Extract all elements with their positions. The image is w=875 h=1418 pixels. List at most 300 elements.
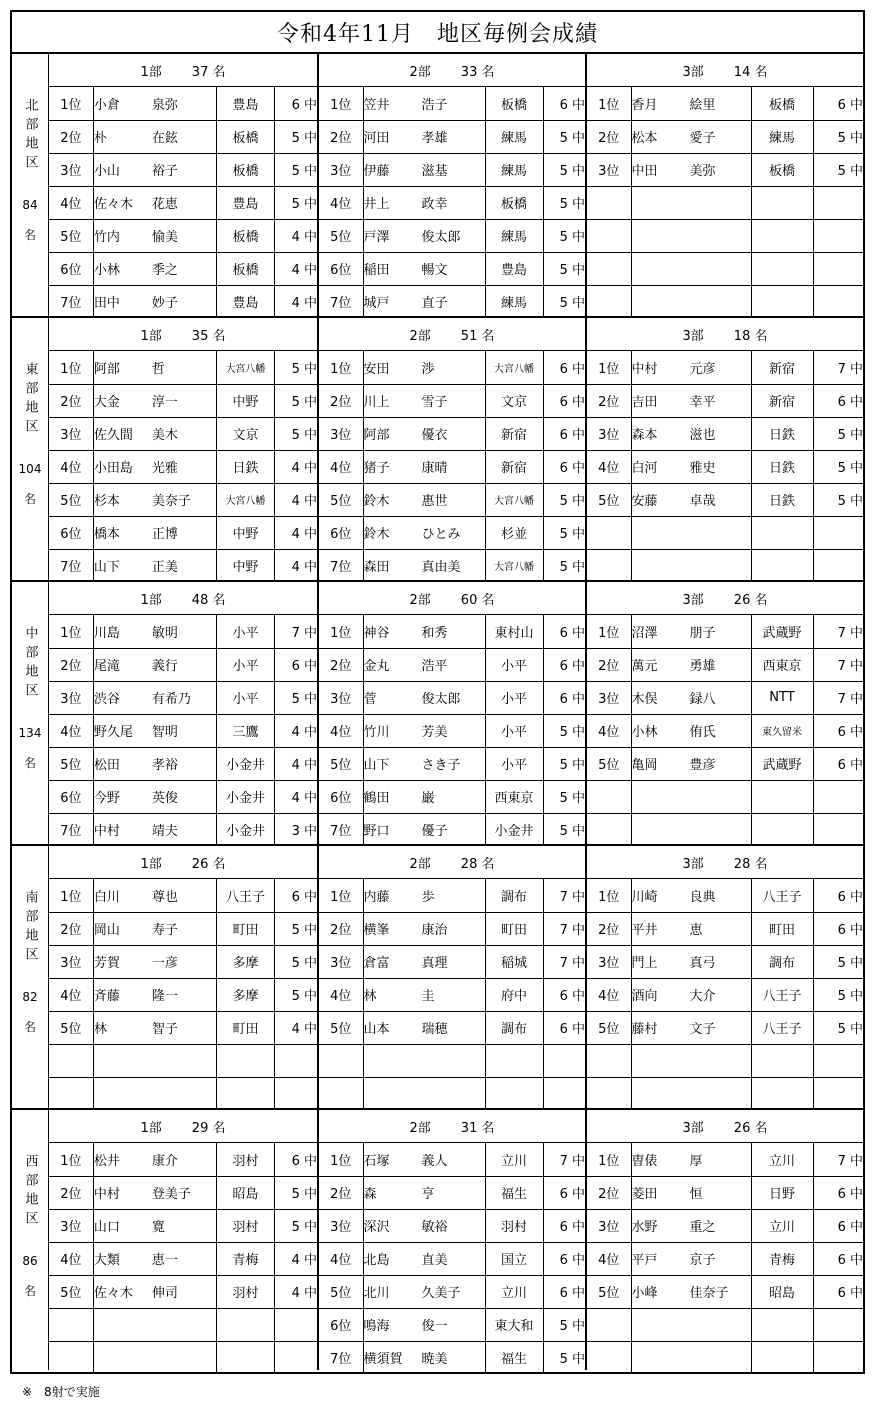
first-name: 暢文 bbox=[421, 263, 448, 278]
club-cell: 多摩 bbox=[216, 945, 274, 978]
score-cell bbox=[813, 813, 863, 846]
region-unit: 名 bbox=[23, 492, 36, 506]
name-cell bbox=[93, 1308, 216, 1341]
name-cell bbox=[631, 285, 751, 318]
score-cell bbox=[813, 1308, 863, 1341]
club-cell: 東久留米 bbox=[751, 714, 813, 747]
name-cell bbox=[363, 351, 485, 384]
club-cell: 練馬 bbox=[751, 120, 813, 153]
table-row bbox=[49, 648, 317, 681]
last-name: 稲田 bbox=[363, 263, 390, 278]
score-cell: 6 中 bbox=[813, 1209, 863, 1242]
last-name: 松本 bbox=[631, 131, 658, 146]
rank-cell: 1位 bbox=[49, 351, 93, 384]
club-cell bbox=[751, 219, 813, 252]
rank-cell: 4位 bbox=[49, 714, 93, 747]
rank-cell: 1位 bbox=[319, 87, 363, 120]
table-row bbox=[49, 1341, 317, 1374]
rank-cell: 2位 bbox=[319, 912, 363, 945]
division-block bbox=[585, 582, 863, 844]
last-name: 安田 bbox=[363, 361, 390, 377]
name-cell bbox=[631, 252, 751, 285]
first-name: 英俊 bbox=[151, 791, 178, 806]
region-name: 中部地区 bbox=[22, 626, 38, 702]
club-cell bbox=[216, 1044, 274, 1077]
region-count: 104 bbox=[18, 462, 42, 476]
club-cell: 羽村 bbox=[216, 1275, 274, 1308]
last-name: 大類 bbox=[93, 1253, 120, 1268]
division-header bbox=[587, 846, 863, 879]
name-cell bbox=[93, 879, 216, 912]
table-row bbox=[319, 153, 585, 186]
name-cell bbox=[363, 813, 485, 846]
club-cell: 新宿 bbox=[751, 351, 813, 384]
score-cell: 5 中 bbox=[275, 186, 317, 219]
club-cell: 小平 bbox=[485, 714, 543, 747]
region-label bbox=[12, 1110, 49, 1370]
score-cell: 6 中 bbox=[543, 87, 585, 120]
last-name: 沼澤 bbox=[631, 625, 658, 641]
table-row bbox=[49, 1209, 317, 1242]
rank-cell: 1位 bbox=[587, 1143, 631, 1176]
last-name: 菅 bbox=[363, 692, 377, 707]
score-cell: 4 中 bbox=[275, 516, 317, 549]
last-name: 中村 bbox=[631, 361, 658, 377]
club-cell: 大宮八幡 bbox=[216, 351, 274, 384]
last-name: 曺俵 bbox=[631, 1153, 658, 1169]
first-name: 政幸 bbox=[421, 197, 448, 212]
name-cell bbox=[363, 1044, 485, 1077]
rank-cell: 5位 bbox=[587, 1011, 631, 1044]
table-row bbox=[49, 615, 317, 648]
club-cell: 多摩 bbox=[216, 978, 274, 1011]
first-name: 亨 bbox=[421, 1187, 435, 1202]
last-name: 小林 bbox=[93, 263, 120, 278]
name-cell bbox=[631, 351, 751, 384]
rank-cell: 2位 bbox=[49, 648, 93, 681]
table-row bbox=[319, 252, 585, 285]
first-name: 淳一 bbox=[151, 395, 178, 410]
table-row bbox=[49, 1176, 317, 1209]
division-block bbox=[49, 318, 317, 580]
club-cell: 武蔵野 bbox=[751, 747, 813, 780]
first-name: 真理 bbox=[421, 956, 448, 971]
score-cell: 7 中 bbox=[543, 879, 585, 912]
last-name: 田中 bbox=[93, 296, 120, 312]
score-cell bbox=[275, 1044, 317, 1077]
table-row bbox=[587, 285, 863, 318]
table-row bbox=[49, 747, 317, 780]
rank-cell: 4位 bbox=[49, 450, 93, 483]
table-row bbox=[49, 780, 317, 813]
division-label: 1部 bbox=[140, 1120, 162, 1136]
rank-cell: 1位 bbox=[49, 87, 93, 120]
club-cell: 豊島 bbox=[216, 186, 274, 219]
rank-cell: 3位 bbox=[587, 417, 631, 450]
club-cell: 中野 bbox=[216, 549, 274, 582]
club-cell: 中野 bbox=[216, 516, 274, 549]
region-name: 南部地区 bbox=[22, 890, 38, 966]
last-name: 川島 bbox=[93, 625, 120, 641]
score-cell: 6 中 bbox=[543, 615, 585, 648]
first-name: 義人 bbox=[421, 1153, 448, 1169]
first-name: 寛 bbox=[151, 1220, 165, 1235]
first-name: 恒 bbox=[689, 1187, 703, 1202]
division-header bbox=[319, 1110, 585, 1143]
score-cell: 6 中 bbox=[275, 87, 317, 120]
region-name: 東部地区 bbox=[22, 362, 38, 438]
division-count: 35 名 bbox=[191, 328, 226, 344]
score-cell: 5 中 bbox=[275, 1176, 317, 1209]
first-name: 康晴 bbox=[421, 461, 448, 476]
rank-cell: 7位 bbox=[49, 549, 93, 582]
last-name: 金丸 bbox=[363, 659, 390, 674]
table-row bbox=[319, 285, 585, 318]
rank-cell: 5位 bbox=[587, 1275, 631, 1308]
club-cell: 立川 bbox=[485, 1143, 543, 1176]
score-cell bbox=[543, 1077, 585, 1110]
division-block bbox=[49, 54, 317, 316]
division-header bbox=[587, 318, 863, 351]
last-name: 橋本 bbox=[93, 527, 120, 542]
name-cell bbox=[631, 417, 751, 450]
table-row bbox=[49, 1308, 317, 1341]
club-cell bbox=[751, 516, 813, 549]
rank-cell: 1位 bbox=[319, 615, 363, 648]
name-cell bbox=[363, 747, 485, 780]
first-name: 俊太郎 bbox=[421, 692, 461, 707]
ranking-table bbox=[587, 87, 863, 318]
table-row bbox=[587, 747, 863, 780]
score-cell: 4 中 bbox=[275, 714, 317, 747]
first-name: 敏明 bbox=[151, 625, 178, 641]
division-header bbox=[49, 1110, 317, 1143]
first-name: 正美 bbox=[151, 560, 178, 576]
last-name: 伊藤 bbox=[363, 164, 390, 179]
last-name: 杉本 bbox=[93, 494, 120, 509]
division-label: 2部 bbox=[409, 592, 431, 608]
last-name: 中田 bbox=[631, 164, 658, 179]
last-name: 中村 bbox=[93, 824, 120, 840]
table-row bbox=[319, 450, 585, 483]
rank-cell: 6位 bbox=[49, 516, 93, 549]
table-row bbox=[587, 1044, 863, 1077]
division-header bbox=[49, 582, 317, 615]
last-name: 竹川 bbox=[363, 725, 390, 740]
rank-cell: 5位 bbox=[49, 219, 93, 252]
last-name: 朴 bbox=[93, 131, 107, 146]
table-row bbox=[49, 417, 317, 450]
club-cell: 板橋 bbox=[216, 153, 274, 186]
last-name: 小林 bbox=[631, 725, 658, 740]
name-cell bbox=[631, 516, 751, 549]
club-cell: 八王子 bbox=[751, 879, 813, 912]
first-name: 俊太郎 bbox=[421, 230, 461, 245]
first-name: 登美子 bbox=[151, 1187, 191, 1202]
division-block bbox=[585, 54, 863, 316]
division-count: 60 名 bbox=[460, 592, 495, 608]
last-name: 深沢 bbox=[363, 1220, 390, 1235]
score-cell: 5 中 bbox=[813, 483, 863, 516]
division-label: 2部 bbox=[409, 64, 431, 80]
rank-cell: 4位 bbox=[319, 186, 363, 219]
table-row bbox=[49, 714, 317, 747]
club-cell: 羽村 bbox=[485, 1209, 543, 1242]
first-name: 季之 bbox=[151, 263, 178, 278]
score-cell bbox=[813, 1077, 863, 1110]
table-row bbox=[319, 1308, 585, 1341]
first-name: 隆一 bbox=[151, 989, 178, 1004]
last-name: 中村 bbox=[93, 1187, 120, 1202]
name-cell bbox=[363, 252, 485, 285]
table-row bbox=[319, 87, 585, 120]
name-cell bbox=[631, 549, 751, 582]
rank-cell: 6位 bbox=[319, 780, 363, 813]
score-cell: 6 中 bbox=[813, 912, 863, 945]
name-cell bbox=[93, 912, 216, 945]
name-cell bbox=[93, 648, 216, 681]
division-count: 28 名 bbox=[460, 856, 495, 872]
first-name: 伸司 bbox=[151, 1286, 178, 1301]
score-cell bbox=[813, 252, 863, 285]
club-cell: 東大和 bbox=[485, 1308, 543, 1341]
club-cell: 板橋 bbox=[216, 219, 274, 252]
table-row bbox=[49, 1011, 317, 1044]
first-name: 京子 bbox=[689, 1253, 716, 1268]
first-name: 康治 bbox=[421, 923, 448, 938]
first-name: 浩子 bbox=[421, 97, 448, 113]
first-name: 寿子 bbox=[151, 923, 178, 938]
rank-cell: 2位 bbox=[587, 912, 631, 945]
rank-cell: 2位 bbox=[587, 648, 631, 681]
name-cell bbox=[363, 978, 485, 1011]
rank-cell: 2位 bbox=[49, 120, 93, 153]
score-cell: 5 中 bbox=[543, 252, 585, 285]
name-cell bbox=[631, 813, 751, 846]
rank-cell: 7位 bbox=[49, 285, 93, 318]
first-name: 優子 bbox=[421, 824, 448, 840]
results-sheet bbox=[10, 10, 865, 1374]
ranking-table bbox=[319, 87, 585, 318]
table-row bbox=[319, 120, 585, 153]
first-name: 歩 bbox=[421, 889, 435, 905]
club-cell bbox=[751, 1308, 813, 1341]
club-cell: 豊島 bbox=[485, 252, 543, 285]
rank-cell: 3位 bbox=[587, 153, 631, 186]
score-cell: 3 中 bbox=[291, 824, 317, 840]
last-name: 香月 bbox=[631, 97, 658, 113]
rank-cell bbox=[587, 1341, 631, 1374]
last-name: 笠井 bbox=[363, 97, 390, 113]
name-cell bbox=[93, 780, 216, 813]
region-unit: 名 bbox=[23, 1020, 36, 1034]
first-name: 真由美 bbox=[421, 560, 461, 576]
table-row bbox=[587, 1143, 863, 1176]
division-count: 26 名 bbox=[733, 1120, 768, 1136]
score-cell: 5 中 bbox=[543, 714, 585, 747]
table-row bbox=[587, 780, 863, 813]
club-cell: 大宮八幡 bbox=[485, 549, 543, 582]
last-name: 横峯 bbox=[363, 923, 390, 938]
first-name: 一彦 bbox=[151, 956, 178, 971]
rank-cell: 6位 bbox=[319, 516, 363, 549]
division-block bbox=[585, 1110, 863, 1370]
club-cell: 練馬 bbox=[485, 219, 543, 252]
name-cell bbox=[363, 384, 485, 417]
rank-cell: 4位 bbox=[319, 978, 363, 1011]
last-name: 横須賀 bbox=[363, 1352, 403, 1368]
club-cell: 小金井 bbox=[216, 813, 274, 846]
club-cell: 新宿 bbox=[751, 384, 813, 417]
name-cell bbox=[363, 285, 485, 318]
division-label: 3部 bbox=[682, 328, 704, 344]
ranking-table bbox=[319, 1143, 585, 1374]
name-cell bbox=[93, 153, 216, 186]
rank-cell: 3位 bbox=[587, 681, 631, 714]
name-cell bbox=[93, 285, 216, 318]
club-cell: 中野 bbox=[216, 384, 274, 417]
division-block bbox=[317, 1110, 585, 1370]
rank-cell: 1位 bbox=[587, 879, 631, 912]
last-name: 小倉 bbox=[93, 97, 120, 113]
club-cell: 文京 bbox=[485, 384, 543, 417]
name-cell bbox=[93, 483, 216, 516]
score-cell: 5 中 bbox=[543, 483, 585, 516]
last-name: 倉富 bbox=[363, 956, 390, 971]
name-cell bbox=[631, 87, 751, 120]
last-name: 林 bbox=[93, 1022, 107, 1037]
rank-cell bbox=[587, 516, 631, 549]
table-row bbox=[49, 252, 317, 285]
division-count: 18 名 bbox=[733, 328, 768, 344]
division-label: 1部 bbox=[140, 328, 162, 344]
first-name: 有希乃 bbox=[151, 692, 191, 707]
region-label bbox=[12, 846, 49, 1108]
score-cell: 4 中 bbox=[275, 252, 317, 285]
club-cell: 調布 bbox=[751, 945, 813, 978]
region-label bbox=[12, 582, 49, 844]
name-cell bbox=[631, 747, 751, 780]
club-cell: 調布 bbox=[485, 1011, 543, 1044]
club-cell bbox=[751, 780, 813, 813]
rank-cell bbox=[587, 285, 631, 318]
club-cell: 練馬 bbox=[485, 153, 543, 186]
region-unit: 名 bbox=[23, 1284, 36, 1298]
score-cell: 5 中 bbox=[813, 1011, 863, 1044]
club-cell: 板橋 bbox=[485, 87, 543, 120]
club-cell: 国立 bbox=[485, 1242, 543, 1275]
last-name: 藤村 bbox=[631, 1022, 658, 1037]
club-cell: 羽村 bbox=[216, 1143, 274, 1176]
division-block bbox=[49, 1110, 317, 1370]
last-name: 今野 bbox=[93, 791, 120, 806]
name-cell bbox=[631, 1308, 751, 1341]
name-cell bbox=[93, 978, 216, 1011]
score-cell: 4 中 bbox=[291, 560, 317, 576]
score-cell: 5 中 bbox=[275, 153, 317, 186]
table-row bbox=[49, 384, 317, 417]
first-name: 重之 bbox=[689, 1220, 716, 1235]
name-cell bbox=[631, 912, 751, 945]
name-cell bbox=[93, 1209, 216, 1242]
ranking-table bbox=[319, 879, 585, 1110]
division-label: 2部 bbox=[409, 1120, 431, 1136]
score-cell: 5 中 bbox=[543, 120, 585, 153]
first-name: 元彦 bbox=[689, 361, 716, 377]
region-block bbox=[12, 54, 863, 318]
ranking-table bbox=[49, 351, 317, 582]
division-header bbox=[49, 318, 317, 351]
table-row bbox=[319, 549, 585, 582]
name-cell bbox=[363, 945, 485, 978]
first-name: 義行 bbox=[151, 659, 178, 674]
name-cell bbox=[363, 1176, 485, 1209]
rank-cell bbox=[319, 1077, 363, 1110]
rank-cell: 5位 bbox=[319, 219, 363, 252]
last-name: 水野 bbox=[631, 1220, 658, 1235]
last-name: 亀岡 bbox=[631, 758, 658, 773]
table-row bbox=[587, 1011, 863, 1044]
name-cell bbox=[363, 912, 485, 945]
rank-cell: 7位 bbox=[319, 1341, 363, 1374]
club-cell: 西東京 bbox=[485, 780, 543, 813]
table-row bbox=[587, 615, 863, 648]
name-cell bbox=[631, 1176, 751, 1209]
last-name: 松田 bbox=[93, 758, 120, 773]
club-cell: 板橋 bbox=[751, 87, 813, 120]
division-block bbox=[49, 582, 317, 844]
division-label: 1部 bbox=[140, 592, 162, 608]
table-row bbox=[319, 681, 585, 714]
score-cell bbox=[813, 549, 863, 582]
rank-cell: 4位 bbox=[587, 714, 631, 747]
name-cell bbox=[363, 87, 485, 120]
score-cell: 4 中 bbox=[275, 1275, 317, 1308]
club-cell: 立川 bbox=[485, 1275, 543, 1308]
club-cell: NTT bbox=[751, 681, 813, 714]
rank-cell: 2位 bbox=[319, 648, 363, 681]
table-row bbox=[587, 978, 863, 1011]
table-row bbox=[587, 1275, 863, 1308]
last-name: 猪子 bbox=[363, 461, 390, 476]
rank-cell: 3位 bbox=[49, 681, 93, 714]
ranking-table bbox=[49, 1143, 317, 1374]
rank-cell: 5位 bbox=[319, 1275, 363, 1308]
club-cell: 日鉄 bbox=[751, 450, 813, 483]
last-name: 木俣 bbox=[631, 692, 658, 707]
rank-cell: 3位 bbox=[587, 945, 631, 978]
last-name: 山下 bbox=[93, 560, 120, 576]
first-name: 正博 bbox=[151, 527, 178, 542]
club-cell: 小金井 bbox=[216, 780, 274, 813]
club-cell bbox=[216, 1077, 274, 1110]
club-cell: 青梅 bbox=[216, 1242, 274, 1275]
rank-cell: 2位 bbox=[49, 384, 93, 417]
name-cell bbox=[631, 219, 751, 252]
division-header bbox=[319, 582, 585, 615]
name-cell bbox=[631, 945, 751, 978]
score-cell: 6 中 bbox=[275, 648, 317, 681]
first-name: 敏裕 bbox=[421, 1220, 448, 1235]
club-cell: 町田 bbox=[485, 912, 543, 945]
score-cell: 5 中 bbox=[559, 296, 585, 312]
last-name: 森田 bbox=[363, 560, 390, 576]
last-name: 阿部 bbox=[363, 428, 390, 443]
score-cell: 5 中 bbox=[559, 1352, 585, 1368]
club-cell: 新宿 bbox=[485, 450, 543, 483]
region-count: 86 bbox=[22, 1254, 38, 1268]
rank-cell: 3位 bbox=[319, 681, 363, 714]
